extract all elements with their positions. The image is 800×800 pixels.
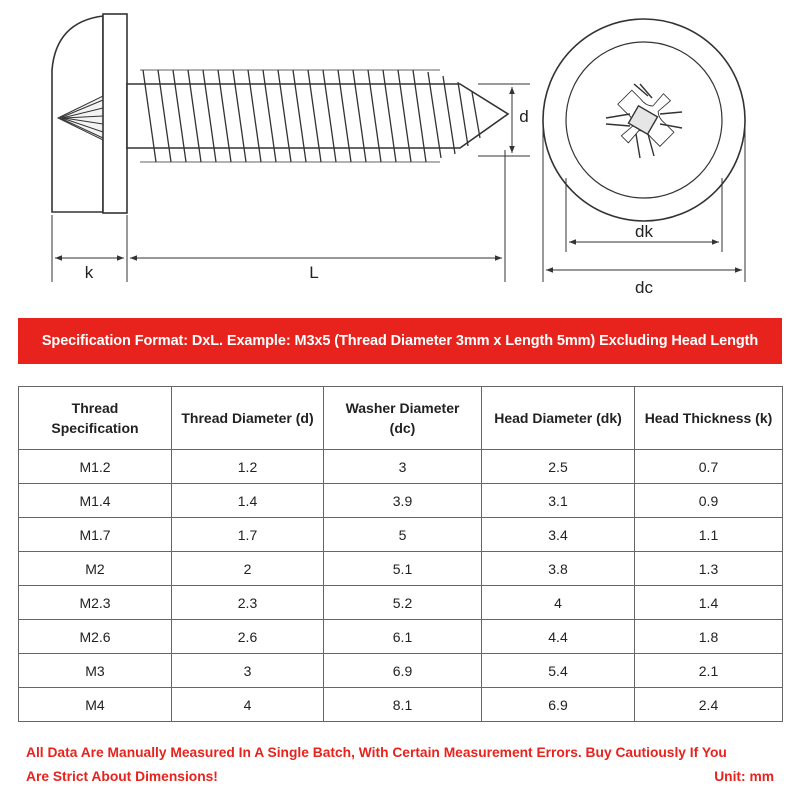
dc-label: dc bbox=[635, 278, 653, 297]
table-row: M3 3 6.9 5.4 2.1 bbox=[19, 654, 783, 688]
L-label: L bbox=[309, 263, 319, 282]
header-thread-diameter: Thread Diameter (d) bbox=[172, 387, 324, 450]
washer bbox=[103, 14, 127, 213]
note-line-1: All Data Are Manually Measured In A Single Batch, With Certain Measurement Errors. Buy Cautiously If You bbox=[26, 745, 727, 760]
table-row: M2 2 5.1 3.8 1.3 bbox=[19, 552, 783, 586]
d-label: d bbox=[519, 107, 529, 126]
spec-table bbox=[18, 386, 783, 722]
table-row: M2.3 2.3 5.2 4 1.4 bbox=[19, 586, 783, 620]
table-row: M1.4 1.4 3.9 3.1 0.9 bbox=[19, 484, 783, 518]
header-head-diameter: Head Diameter (dk) bbox=[482, 387, 635, 450]
screw-side-view bbox=[52, 14, 508, 213]
measurement-note bbox=[26, 741, 774, 789]
unit-label: Unit: mm bbox=[714, 769, 774, 784]
table-row: M1.2 1.2 3 2.5 0.7 bbox=[19, 450, 783, 484]
table-header-row bbox=[19, 387, 783, 450]
table-row: M2.6 2.6 6.1 4.4 1.8 bbox=[19, 620, 783, 654]
header-head-thickness: Head Thickness (k) bbox=[635, 387, 783, 450]
screw-top-view bbox=[543, 19, 745, 221]
spec-format-banner: Specification Format: DxL. Example: M3x5 (Thread Diameter 3mm x Length 5mm) Excluding Head Length bbox=[18, 318, 782, 364]
table-row: M4 4 8.1 6.9 2.4 bbox=[19, 688, 783, 722]
header-thread-spec: Thread Specification bbox=[19, 387, 172, 450]
note-line-2: Are Strict About Dimensions! bbox=[26, 769, 218, 784]
table-row: M1.7 1.7 5 3.4 1.1 bbox=[19, 518, 783, 552]
k-label: k bbox=[84, 263, 94, 282]
dk-label: dk bbox=[635, 222, 653, 241]
header-washer-diameter: Washer Diameter (dc) bbox=[324, 387, 482, 450]
screw-diagram bbox=[0, 0, 800, 310]
